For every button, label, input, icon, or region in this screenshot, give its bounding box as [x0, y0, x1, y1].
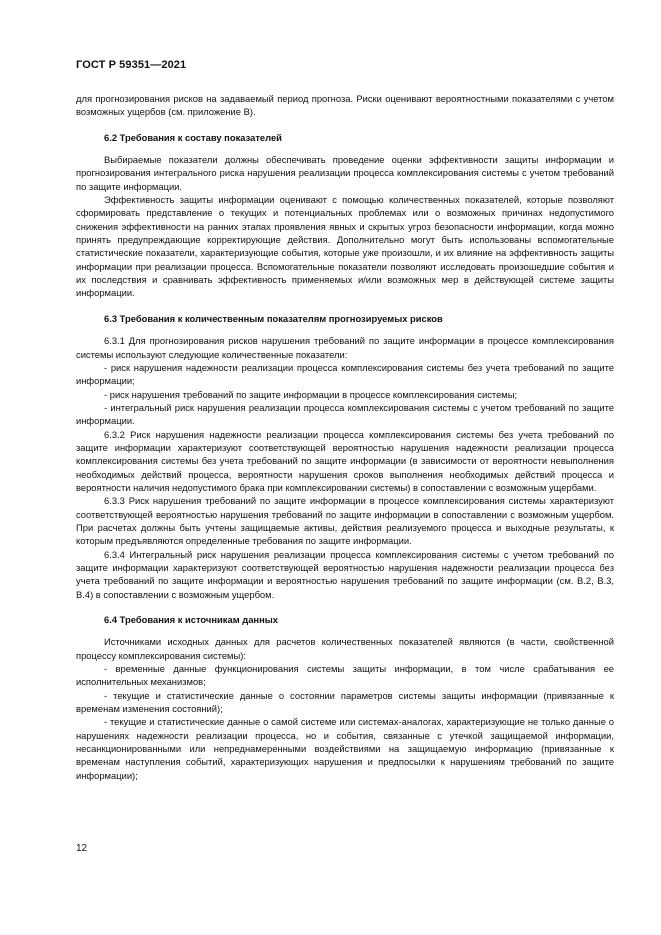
paragraph-6-4: Источниками исходных данных для расчетов количественных показателей являются (в части, свойственной процессу комплексирования системы): [76, 636, 614, 661]
list-item: - текущие и статистические данные о самой системе или системах-аналогах, характеризующие не только данные о нарушениях надежности реализации процесса, но и события, связанные с утечкой защищаемой информации, несанкционированными или непреднамеренными воздействиями на защищаемую информацию (привязанные к временам наступления событий, характеризующих нарушения и предпосылки к нарушениям требований по защите информации); [76, 716, 614, 781]
standard-designation: ГОСТ Р 59351—2021 [76, 59, 187, 71]
section-heading-6-2: 6.2 Требования к составу показателей [104, 131, 282, 143]
paragraph-6-3-2: 6.3.2 Риск нарушения надежности реализации процесса комплексирования системы без учета требований по защите информации характеризуют соответствующей вероятностью нарушения надежности реализации процесса комплексирования системы без учета требований по защите информации (в зависимости от вероятности невыполнения необходимых действий процесса, вероятности нарушения сроков выполнения необходимых действий процесса и вероятности наличия недопустимого брака при комплексировании системы) в сопоставлении с возможным ущербами. [76, 428, 614, 493]
document-body [76, 92, 614, 782]
paragraph-6-3-3: 6.3.3 Риск нарушения требований по защите информации в процессе комплексирования системы характеризуют соответствующей вероятностью нарушения требований по защите информации в сопоставлении с возможным ущербом. При расчетах должны быть учтены защищаемые активы, действия реализуемого процесса и выходные результаты, к которым предъявляются определенные требования по защите информации. [76, 495, 614, 547]
paragraph-6-3-1: 6.3.1 Для прогнозирования рисков нарушения требований по защите информации в процессе комплексирования системы используют следующие количественные показатели: [76, 335, 614, 360]
section-heading-6-3: 6.3 Требования к количественным показателям прогнозируемых рисков [104, 312, 443, 324]
page-number: 12 [76, 843, 88, 854]
paragraph-6-3-4: 6.3.4 Интегральный риск нарушения реализации процесса комплексирования системы с учетом требований по защите информации характеризуют соответствующей вероятностью нарушения надежности реализации процесса без учета требований по защите информации и вероятностью нарушения требований по защите информации (см. В.2, В.3, В.4) в сопоставлении с возможным ущербом. [76, 548, 614, 600]
list-item: - риск нарушения надежности реализации процесса комплексирования системы без учета требований по защите информации; [76, 361, 614, 387]
document-page [76, 0, 614, 935]
list-item: - риск нарушения требований по защите информации в процессе комплексирования системы; [104, 388, 518, 400]
paragraph-6-2-a: Выбираемые показатели должны обеспечивать проведение оценки эффективности защиты информации и прогнозирования интегрального риска нарушения реализации процесса комплексирования системы с учетом требований по защите информации. [76, 154, 614, 192]
list-item: - текущие и статистические данные о состоянии параметров системы защиты информации (привязанные к временам изменения состояний); [76, 689, 614, 715]
paragraph-intro: для прогнозирования рисков на задаваемый период прогноза. Риски оценивают вероятностными показателями с учетом возможных ущербов (см. приложение В). [76, 93, 614, 118]
list-item: - интегральный риск нарушения реализации процесса комплексирования системы с учетом требований по защите информации. [76, 401, 614, 427]
section-heading-6-4: 6.4 Требования к источникам данных [104, 614, 278, 626]
paragraph-6-2-b: Эффективность защиты информации оценивают с помощью количественных показателей, которые позволяют сформировать представление о текущих и потенциальных проблемах или о возможных причинах недопустимого снижения эффективности на ранних этапах проявления явных и скрытых угроз безопасности информации, когда можно принять предупреждающие корректирующие действия. Дополнительно могут быть использованы вспомогательные статистические показатели, характеризующие события, которые уже произошли, и их влияние на эффективность защиты информации при реализации процесса. Вспомогательные показатели позволяют исследовать произошедшие события и их последствия и сравнивать эффективность применяемых и/или возможных мер в действующей системе защиты информации. [76, 194, 614, 299]
list-item: - временные данные функционирования системы защиты информации, в том числе срабатывания ее исполнительных механизмов; [76, 663, 614, 688]
